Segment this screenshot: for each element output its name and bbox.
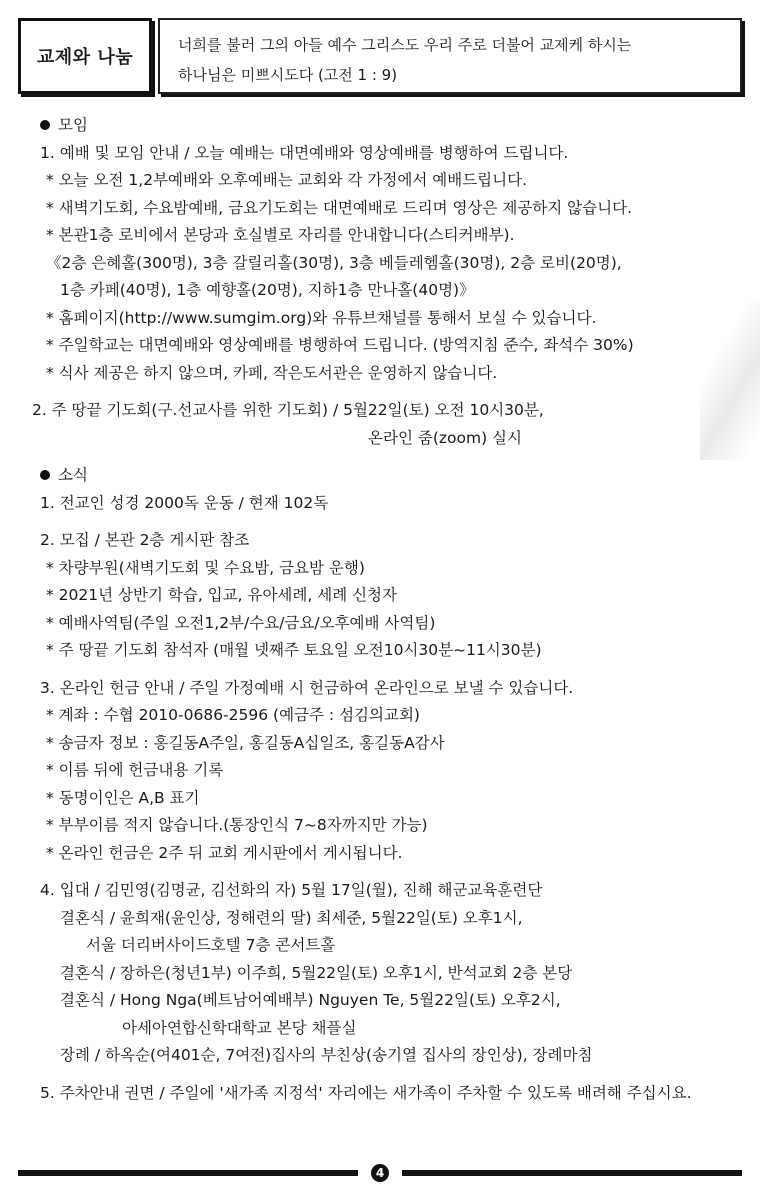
announcement-line: 장례 / 하옥순(여401순, 7여전)집사의 부친상(송기열 집사의 장인상), 장례마침 [60,1046,593,1064]
announcement-line: * 주 땅끝 기도회 참석자 (매월 넷째주 토요일 오전10시30분~11시30분) [46,641,542,659]
announcement-line: 1. 예배 및 모임 안내 / 오늘 예배는 대면예배와 영상예배를 병행하여 드립니다. [40,143,569,162]
verse-line-1: 너희를 불러 그의 아들 예수 그리스도 우리 주로 더불어 교제케 하시는 [178,36,632,54]
bullet-dot-icon [40,470,50,480]
page-footer [18,1164,742,1184]
verse-line-2: 하나님은 미쁘시도다 (고전 1 : 9) [178,66,398,84]
section-title: 교제와 나눔 [18,18,152,94]
announcement-line: * 예배사역팀(주일 오전1,2부/수요/금요/오후예배 사역팀) [46,613,436,632]
spacer [32,387,742,397]
announcement-line: * 오늘 오전 1,2부예배와 오후예배는 교회와 각 가정에서 예배드립니다. [46,171,528,189]
announcement-line: 결혼식 / 윤희재(윤인상, 정해련의 딸) 최세준, 5월22일(토) 오후1시, [60,908,523,927]
announcement-line: * 식사 제공은 하지 않으며, 카페, 작은도서관은 운영하지 않습니다. [46,363,498,382]
announcement-line: 1. 전교인 성경 2000독 운동 / 현재 102독 [40,493,329,512]
announcement-content [32,112,742,1107]
announcement-line: 결혼식 / 장하은(청년1부) 이주희, 5월22일(토) 오후1시, 반석교회 2층 본당 [60,963,573,982]
announcement-line: 3. 온라인 헌금 안내 / 주일 가정예배 시 헌금하여 온라인으로 보낼 수 있습니다. [40,678,574,697]
announcement-line: * 온라인 헌금은 2주 뒤 교회 게시판에서 게시됩니다. [46,843,403,862]
announcement-line: * 송금자 정보 : 홍길동A주일, 홍길동A십일조, 홍길동A감사 [46,733,445,752]
section-heading-text: 모임 [58,116,88,134]
announcement-line: * 부부이름 적지 않습니다.(통장인식 7~8자까지만 가능) [46,816,428,834]
announcement-line: 아세아연합신학대학교 본당 채플실 [122,1018,357,1037]
announcement-line: 1층 카페(40명), 1층 예향홀(20명), 지하1층 만나홀(40명)》 [60,281,475,299]
spacer [32,1070,742,1080]
section-heading [32,462,742,490]
announcement-line: * 이름 뒤에 헌금내용 기록 [46,761,224,779]
announcement-line: * 홈페이지(http://www.sumgim.org)와 유튜브채널를 통해서 보실 수 있습니다. [46,308,597,327]
announcement-line: 2. 모집 / 본관 2층 게시판 참조 [40,531,250,549]
spacer [32,665,742,675]
bible-verse-box [158,18,742,94]
announcement-line: * 계좌 : 수협 2010-0686-2596 (예금주 : 섬김의교회) [46,706,420,724]
bullet-dot-icon [40,120,50,130]
section-heading [32,112,742,140]
announcement-line: 5. 주차안내 권면 / 주일에 '새가족 지정석' 자리에는 새가족이 주차할 수 있도록 배려해 주십시요. [40,1083,692,1102]
section-heading-text: 소식 [58,466,88,484]
footer-rule-left [18,1170,358,1176]
announcement-line: * 차량부원(새벽기도회 및 수요밤, 금요밤 운행) [46,558,365,577]
spacer [32,452,742,462]
announcement-line: 온라인 줌(zoom) 실시 [368,428,522,447]
announcement-line: 2. 주 땅끝 기도회(구.선교사를 위한 기도회) / 5월22일(토) 오전 10시30분, [32,401,544,419]
announcement-line: * 새벽기도회, 수요밤예배, 금요기도회는 대면예배로 드리며 영상은 제공하지 않습니다. [46,198,633,217]
announcement-line: 4. 입대 / 김민영(김명균, 김선화의 자) 5월 17일(월), 진해 해군교육훈련단 [40,881,543,899]
announcement-line: * 본관1층 로비에서 본당과 호실별로 자리를 안내합니다(스티커배부). [46,226,515,244]
announcement-line: * 주일학교는 대면예배와 영상예배를 병행하여 드립니다. (방역지침 준수, 좌석수 30%) [46,336,634,354]
page-number: 4 [371,1164,389,1182]
announcement-line: 서울 더리버사이드호텔 7층 콘서트홀 [86,936,336,954]
announcement-line: 결혼식 / Hong Nga(베트남어예배부) Nguyen Te, 5월22일(토) 오후2시, [60,991,561,1009]
announcement-line: * 2021년 상반기 학습, 입교, 유아세례, 세례 신청자 [46,586,398,604]
page-header [0,0,760,100]
announcement-line: * 동명이인은 A,B 표기 [46,788,200,807]
announcement-line: 《2층 은혜홀(300명), 3층 갈릴리홀(30명), 3층 베들레헴홀(30명), 2층 로비(20명), [46,253,622,272]
spacer [32,867,742,877]
spacer [32,517,742,527]
footer-rule-right [402,1170,742,1176]
